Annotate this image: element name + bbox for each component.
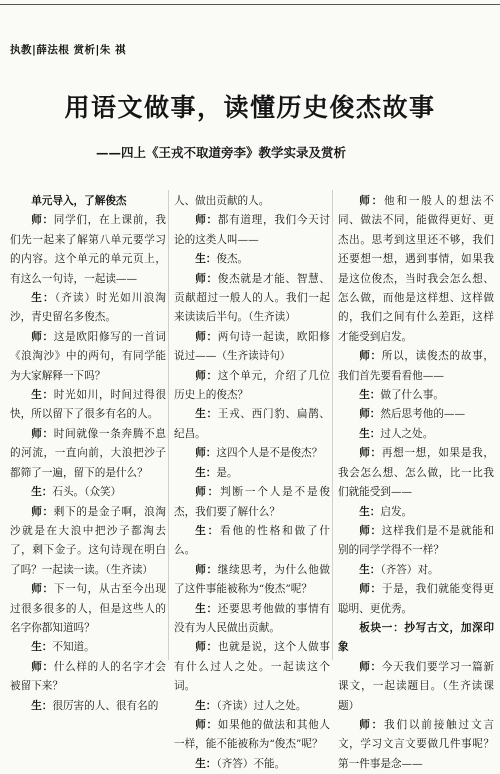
- dialogue-text: 俊杰就是才能、智慧、贡献超过一般人的人。我们一起来读读后半句。（生齐读）: [174, 272, 331, 324]
- dialogue-text: 也就是说，这个人做事有什么过人之处。一起读这个词。: [174, 641, 331, 693]
- dialogue-text: 下一句，从古至今出现过很多很多的人，但是这些人的名字你都知道吗？: [10, 583, 167, 634]
- dialogue-text: 今天我们要学习一篇新课文，一起读题目。（生齐读课题）: [338, 660, 495, 712]
- dialogue-paragraph: [338, 580, 494, 619]
- dialogue-paragraph: [10, 483, 166, 502]
- speaker-label: 师：: [359, 350, 382, 363]
- dialogue-paragraph: [10, 328, 166, 386]
- dialogue-text: 同学们，在上课前，我们先一起来了解第八单元要学习的内容。这个单元的单元页上，有这么一句诗，一起读——: [10, 214, 167, 285]
- article-subtitle: ——四上《王戎不取道旁李》教学实录及赏析: [96, 145, 347, 160]
- dialogue-text: 还要思考他做的事情有没有为人民做出贡献。: [174, 602, 331, 634]
- speaker-label: 师：: [359, 583, 382, 596]
- section-heading: 单元导入，了解俊杰: [31, 195, 127, 207]
- continued-paragraph: 人、做出贡献的人。: [174, 195, 270, 207]
- dialogue-paragraph: [10, 425, 166, 483]
- dialogue-text: 俊杰。: [216, 253, 249, 266]
- speaker-label: 师：: [359, 524, 382, 537]
- speaker-label: 生：: [359, 563, 381, 576]
- dialogue-text: 两句诗一起读，欧阳修说过——（生齐读诗句）: [174, 330, 331, 363]
- dialogue-paragraph: [174, 638, 330, 696]
- text-column-3: [338, 192, 495, 770]
- dialogue-paragraph: [10, 638, 166, 657]
- dialogue-paragraph: [174, 405, 330, 444]
- dialogue-text: 判断一个人是不是俊杰，我们要了解什么？: [174, 486, 330, 518]
- speaker-label: 师：: [31, 330, 54, 343]
- dialogue-text: （齐读）时光如川浪淘沙，青史留名多俊杰。: [10, 292, 167, 324]
- dialogue-text: 我们以前接触过文言文，学习文言文要做几件事呢？第一件事是念——: [338, 718, 494, 770]
- speaker-label: 生：: [195, 757, 217, 770]
- dialogue-text: 这四个人是不是俊杰？: [216, 447, 323, 460]
- dialogue-text: 然后思考他的——: [380, 408, 466, 421]
- dialogue-paragraph: [174, 211, 330, 250]
- dialogue-paragraph: [174, 464, 330, 483]
- dialogue-paragraph: [338, 444, 494, 502]
- article-title: 用语文做事，读懂历史俊杰故事: [64, 93, 436, 122]
- speaker-label: 师：: [195, 486, 221, 499]
- section-heading: 板块一：抄写古文，加深印象: [338, 621, 494, 654]
- dialogue-text: （齐读）过人之处。: [216, 699, 307, 712]
- dialogue-paragraph: [174, 755, 330, 774]
- speaker-label: 生：: [195, 466, 217, 479]
- dialogue-text: 他和一般人的想法不同、做法不同，能做得更好、更杰出。思考到这里还不够，我们还要想一想，遇到事情，如果我是这位俊杰，当时我会怎么想、怎么做，而他是这样想、这样做的，我们之间有什么差距，这样才能受到启发。: [338, 195, 494, 343]
- speaker-label: 师：: [359, 195, 385, 207]
- dialogue-text: 石头。（众笑）: [52, 486, 122, 499]
- speaker-label: 生：: [195, 408, 218, 421]
- dialogue-text: 这个单元，介绍了几位历史上的俊杰？: [174, 369, 331, 402]
- dialogue-text: 启发。: [380, 505, 413, 518]
- speaker-label: 师：: [195, 272, 218, 285]
- speaker-label: 师：: [359, 718, 385, 731]
- dialogue-text: 这是欧阳修写的一首词《浪淘沙》中的两句，有同学能为大家解释一下吗？: [10, 330, 167, 382]
- dialogue-paragraph: [174, 483, 330, 522]
- dialogue-text: 做了什么事。: [380, 389, 444, 402]
- dialogue-text: 再想一想，如果是我，我会怎么想、怎么做，比一比我们就能受到——: [338, 447, 495, 499]
- dialogue-paragraph: [338, 503, 494, 522]
- dialogue-paragraph: [338, 522, 494, 561]
- dialogue-paragraph: [338, 347, 494, 386]
- author-credit: 执教|薛法根 赏析|朱 祺: [10, 44, 126, 56]
- dialogue-paragraph: [338, 386, 494, 405]
- speaker-label: 师：: [359, 660, 382, 673]
- dialogue-paragraph: [338, 561, 494, 580]
- dialogue-text: 过人之处。: [380, 427, 434, 440]
- dialogue-paragraph: [338, 405, 494, 424]
- dialogue-paragraph: [174, 561, 330, 600]
- speaker-label: 生：: [195, 602, 218, 615]
- dialogue-paragraph: [338, 658, 494, 716]
- dialogue-text: 不知道。: [52, 641, 95, 654]
- speaker-label: 生：: [195, 253, 217, 266]
- speaker-label: 师：: [31, 505, 54, 518]
- dialogue-paragraph: [10, 503, 166, 581]
- dialogue-text: 是。: [216, 466, 238, 479]
- dialogue-text: 时间就像一条奔腾不息的河流，一直向前，大浪把沙子都筛了一遍，留下的是什么？: [10, 427, 167, 479]
- dialogue-paragraph: [174, 444, 330, 463]
- dialogue-paragraph: [174, 270, 330, 328]
- dialogue-paragraph: [174, 250, 330, 269]
- dialogue-text: 这样我们是不是就能和别的同学学得不一样？: [338, 524, 495, 557]
- column-divider: [332, 190, 333, 660]
- dialogue-paragraph: [10, 658, 166, 697]
- dialogue-paragraph: [10, 386, 166, 425]
- speaker-label: 师：: [195, 641, 218, 654]
- speaker-label: 生：: [31, 641, 53, 654]
- speaker-label: 生：: [359, 505, 381, 518]
- speaker-label: 师：: [195, 369, 218, 382]
- speaker-label: 师：: [195, 447, 217, 460]
- dialogue-text: 很厉害的人、很有名的: [52, 699, 159, 712]
- dialogue-text: 什么样的人的名字才会被留下来？: [10, 660, 167, 693]
- dialogue-paragraph: [174, 522, 330, 561]
- dialogue-paragraph: [10, 697, 166, 716]
- speaker-label: 师：: [195, 330, 218, 343]
- dialogue-paragraph: [10, 580, 166, 638]
- dialogue-paragraph: [174, 716, 330, 755]
- dialogue-paragraph: [174, 367, 330, 406]
- speaker-label: 生：: [195, 699, 217, 712]
- dialogue-paragraph: [338, 716, 494, 774]
- dialogue-paragraph: [10, 211, 166, 289]
- dialogue-text: 如果他的做法和其他人一样，能不能被称为“俊杰”呢？: [174, 718, 331, 751]
- dialogue-paragraph: [174, 697, 330, 716]
- dialogue-text: （齐答）对。: [380, 563, 439, 576]
- speaker-label: 师：: [195, 563, 218, 576]
- dialogue-text: 王戎、西门豹、扁鹊、纪昌。: [174, 408, 331, 440]
- dialogue-paragraph: [10, 289, 166, 328]
- speaker-label: 师：: [195, 214, 218, 227]
- speaker-label: 生：: [359, 427, 381, 440]
- dialogue-paragraph: [338, 192, 494, 347]
- dialogue-text: 都有道理，我们今天讨论的这类人叫——: [174, 214, 331, 246]
- column-divider: [168, 190, 169, 660]
- speaker-label: 生：: [31, 699, 53, 712]
- dialogue-text: 所以，读俊杰的故事，我们首先要看看他——: [338, 350, 495, 382]
- speaker-label: 师：: [359, 447, 382, 460]
- speaker-label: 师：: [31, 583, 54, 596]
- dialogue-paragraph: [338, 425, 494, 444]
- speaker-label: 生：: [359, 389, 381, 402]
- dialogue-text: （齐答）不能。: [216, 757, 286, 770]
- speaker-label: 师：: [359, 408, 381, 421]
- speaker-label: 生：: [195, 524, 221, 537]
- speaker-label: 师：: [31, 427, 54, 440]
- dialogue-text: 看他的性格和做了什么。: [174, 524, 330, 557]
- speaker-label: 生：: [31, 292, 55, 305]
- speaker-label: 生：: [31, 389, 54, 402]
- speaker-label: 师：: [195, 718, 218, 731]
- dialogue-paragraph: [174, 328, 330, 367]
- speaker-label: 师：: [31, 214, 54, 227]
- dialogue-text: 时光如川，时间过得很快，所以留下了很多有名的人。: [10, 389, 167, 421]
- top-rule: [0, 4, 500, 5]
- dialogue-text: 剩下的是金子啊，浪淘沙就是在大浪中把沙子都淘去了，剩下金子。这句诗现在明白了吗？一起读一读。（生齐读）: [10, 505, 167, 576]
- text-column-2: [174, 192, 331, 770]
- dialogue-text: 于是，我们就能变得更聪明、更优秀。: [338, 583, 495, 615]
- speaker-label: 师：: [31, 660, 54, 673]
- speaker-label: 生：: [31, 486, 53, 499]
- text-column-1: [10, 192, 167, 712]
- dialogue-paragraph: [174, 600, 330, 639]
- dialogue-text: 继续思考，为什么他做了这件事能被称为“俊杰”呢？: [174, 563, 331, 596]
